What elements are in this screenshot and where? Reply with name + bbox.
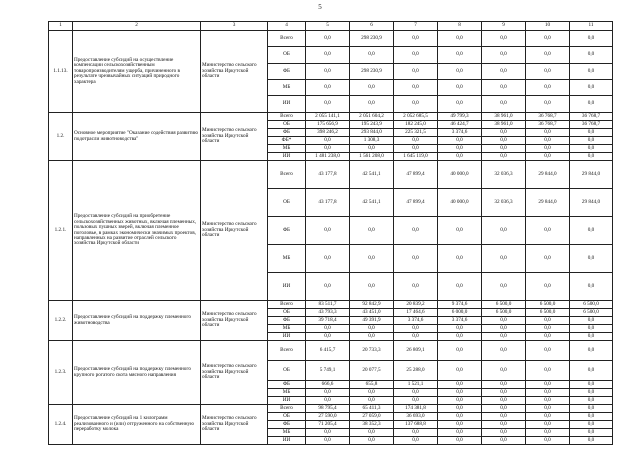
amount-cell: 137 688,8: [394, 421, 438, 429]
amount-cell: 0,0: [438, 153, 482, 161]
amount-cell: 20 733,3: [350, 341, 394, 361]
amount-cell: 39 718,4: [306, 317, 350, 325]
column-header-9: 9: [482, 22, 526, 31]
amount-cell: 0,0: [394, 273, 438, 301]
amount-cell: 0,0: [306, 96, 350, 113]
amount-cell: 0,0: [306, 333, 350, 341]
amount-cell: 0,0: [438, 31, 482, 47]
amount-cell: 0,0: [394, 333, 438, 341]
amount-cell: 0,0: [438, 245, 482, 273]
amount-cell: 1 645 119,0: [394, 153, 438, 161]
amount-cell: 0,0: [482, 317, 526, 325]
amount-cell: 0,0: [526, 47, 570, 64]
table-body: [49, 22, 613, 445]
amount-cell: 0,0: [394, 137, 438, 145]
amount-cell: 0,0: [306, 47, 350, 64]
amount-cell: 29 844,0: [570, 189, 613, 217]
funding-source: ОБ: [268, 413, 306, 421]
amount-cell: 6 500,0: [526, 301, 570, 309]
amount-cell: 0,0: [570, 389, 613, 397]
amount-cell: 298 230,9: [350, 31, 394, 47]
amount-cell: 36 768,7: [570, 113, 613, 121]
amount-cell: 0,0: [570, 153, 613, 161]
amount-cell: 38 961,0: [482, 113, 526, 121]
funding-source: МБ: [268, 429, 306, 437]
amount-cell: 0,0: [306, 429, 350, 437]
amount-cell: 0,0: [570, 64, 613, 80]
amount-cell: 0,0: [438, 429, 482, 437]
funding-source: ОБ: [268, 309, 306, 317]
table-row: [49, 31, 613, 47]
amount-cell: 3 374,6: [438, 317, 482, 325]
funding-source: ОБ: [268, 47, 306, 64]
amount-cell: 0,0: [526, 413, 570, 421]
amount-cell: 1 561 208,0: [350, 153, 394, 161]
amount-cell: 2 052 685,5: [394, 113, 438, 121]
amount-cell: 0,0: [526, 341, 570, 361]
amount-cell: 175 656,9: [306, 121, 350, 129]
amount-cell: 36 768,7: [526, 113, 570, 121]
amount-cell: 0,0: [306, 273, 350, 301]
funding-source: МБ: [268, 80, 306, 96]
funding-source: МБ: [268, 389, 306, 397]
amount-cell: 0,0: [438, 47, 482, 64]
funding-source: ФБ: [268, 217, 306, 245]
amount-cell: 40 000,0: [438, 189, 482, 217]
amount-cell: 0,0: [526, 153, 570, 161]
funding-source: МБ: [268, 245, 306, 273]
amount-cell: 6 500,0: [570, 301, 613, 309]
item-description: Предоставление субсидий на поддержку племенного крупного рогатого скота мясного направления: [73, 341, 201, 405]
amount-cell: 0,0: [570, 429, 613, 437]
amount-cell: 0,0: [438, 333, 482, 341]
amount-cell: 32 036,3: [482, 189, 526, 217]
funding-source: ФБ: [268, 381, 306, 389]
item-code: 1.2.3.: [49, 341, 73, 405]
amount-cell: 29 844,0: [526, 161, 570, 189]
amount-cell: 36 768,7: [570, 121, 613, 129]
amount-cell: 47 899,4: [394, 161, 438, 189]
item-description: Основное мероприятие "Оказание содействия развитию подотрасли животноводства": [73, 113, 201, 161]
funding-source: ИИ: [268, 437, 306, 445]
amount-cell: 0,0: [570, 31, 613, 47]
amount-cell: 0,0: [394, 145, 438, 153]
amount-cell: 0,0: [482, 413, 526, 421]
amount-cell: 0,0: [438, 421, 482, 429]
amount-cell: 6 500,0: [482, 309, 526, 317]
amount-cell: 0,0: [526, 273, 570, 301]
amount-cell: 0,0: [570, 96, 613, 113]
amount-cell: 398 246,2: [306, 129, 350, 137]
amount-cell: 298 230,9: [350, 64, 394, 80]
header-row: [49, 22, 613, 31]
amount-cell: 0,0: [438, 361, 482, 381]
item-executor: Министерство сельского хозяйства Иркутской области: [201, 161, 268, 301]
amount-cell: 0,0: [394, 397, 438, 405]
item-executor: Министерство сельского хозяйства Иркутской области: [201, 31, 268, 113]
amount-cell: 0,0: [350, 273, 394, 301]
item-code: 1.1.13.: [49, 31, 73, 113]
amount-cell: 0,0: [350, 333, 394, 341]
amount-cell: 47 899,4: [394, 189, 438, 217]
amount-cell: 0,0: [306, 389, 350, 397]
amount-cell: 0,0: [482, 429, 526, 437]
amount-cell: 0,0: [570, 317, 613, 325]
amount-cell: 0,0: [306, 437, 350, 445]
amount-cell: 0,0: [350, 389, 394, 397]
column-header-7: 7: [394, 22, 438, 31]
amount-cell: 71 205,4: [306, 421, 350, 429]
amount-cell: 0,0: [394, 96, 438, 113]
amount-cell: 1 521,1: [394, 381, 438, 389]
amount-cell: 0,0: [394, 64, 438, 80]
amount-cell: 1 308,3: [350, 137, 394, 145]
amount-cell: 25 288,0: [394, 361, 438, 381]
amount-cell: 0,0: [482, 389, 526, 397]
amount-cell: 293 844,0: [350, 129, 394, 137]
column-header-6: 6: [350, 22, 394, 31]
amount-cell: 0,0: [482, 405, 526, 413]
amount-cell: 29 844,0: [526, 189, 570, 217]
amount-cell: 98 795,4: [306, 405, 350, 413]
amount-cell: 27 590,0: [306, 413, 350, 421]
amount-cell: 0,0: [526, 80, 570, 96]
amount-cell: 0,0: [438, 64, 482, 80]
amount-cell: 26 809,1: [394, 341, 438, 361]
funding-source: Всего: [268, 301, 306, 309]
amount-cell: 0,0: [482, 325, 526, 333]
item-code: 1.2.2.: [49, 301, 73, 341]
amount-cell: 0,0: [482, 397, 526, 405]
amount-cell: 0,0: [526, 429, 570, 437]
amount-cell: 0,0: [438, 325, 482, 333]
column-header-4: 4: [268, 22, 306, 31]
amount-cell: 0,0: [438, 80, 482, 96]
amount-cell: 0,0: [570, 80, 613, 96]
amount-cell: 182 245,0: [394, 121, 438, 129]
amount-cell: 0,0: [394, 217, 438, 245]
amount-cell: 17 464,6: [394, 309, 438, 317]
funding-source: Всего: [268, 161, 306, 189]
item-executor: Министерство сельского хозяйства Иркутской области: [201, 405, 268, 445]
amount-cell: 0,0: [482, 273, 526, 301]
amount-cell: 0,0: [526, 317, 570, 325]
amount-cell: 40 000,0: [438, 161, 482, 189]
column-header-2: 2: [73, 22, 201, 31]
amount-cell: 0,0: [306, 325, 350, 333]
amount-cell: 43 177,8: [306, 161, 350, 189]
funding-source: ИИ: [268, 333, 306, 341]
column-header-3: 3: [201, 22, 268, 31]
amount-cell: 0,0: [526, 64, 570, 80]
amount-cell: 0,0: [350, 429, 394, 437]
amount-cell: 9 374,6: [438, 301, 482, 309]
amount-cell: 0,0: [482, 80, 526, 96]
amount-cell: 0,0: [350, 145, 394, 153]
amount-cell: 0,0: [526, 397, 570, 405]
item-code: 1.2.1.: [49, 161, 73, 301]
amount-cell: 0,0: [482, 245, 526, 273]
amount-cell: 0,0: [570, 245, 613, 273]
amount-cell: 0,0: [438, 96, 482, 113]
amount-cell: 3 374,6: [438, 129, 482, 137]
amount-cell: 0,0: [438, 405, 482, 413]
amount-cell: 0,0: [526, 361, 570, 381]
amount-cell: 0,0: [570, 421, 613, 429]
amount-cell: 43 451,0: [350, 309, 394, 317]
column-header-11: 11: [570, 22, 613, 31]
amount-cell: 0,0: [482, 437, 526, 445]
amount-cell: 0,0: [438, 397, 482, 405]
amount-cell: 0,0: [350, 397, 394, 405]
amount-cell: 0,0: [526, 389, 570, 397]
amount-cell: 666,6: [306, 381, 350, 389]
funding-source: ИИ: [268, 153, 306, 161]
amount-cell: 0,0: [482, 361, 526, 381]
amount-cell: 0,0: [438, 145, 482, 153]
amount-cell: 0,0: [394, 325, 438, 333]
amount-cell: 0,0: [394, 389, 438, 397]
amount-cell: 0,0: [570, 47, 613, 64]
funding-source: Всего: [268, 113, 306, 121]
funding-source: ФБ: [268, 64, 306, 80]
amount-cell: 0,0: [394, 47, 438, 64]
amount-cell: 38 961,0: [482, 121, 526, 129]
funding-source: Всего: [268, 341, 306, 361]
funding-source: Всего: [268, 31, 306, 47]
funding-source: ИИ: [268, 96, 306, 113]
amount-cell: 38 352,3: [350, 421, 394, 429]
amount-cell: 0,0: [570, 325, 613, 333]
item-description: Предоставление субсидий на поддержку племенного животноводства: [73, 301, 201, 341]
item-description: Предоставление субсидий на осуществление компенсации сельскохозяйственным товаропроизводителям ущерба, причиненного в результате чрезвычайных ситуаций природного характера: [73, 31, 201, 113]
amount-cell: 0,0: [482, 145, 526, 153]
amount-cell: 0,0: [350, 96, 394, 113]
amount-cell: 42 541,1: [350, 161, 394, 189]
amount-cell: 49 391,9: [350, 317, 394, 325]
amount-cell: 655,8: [350, 381, 394, 389]
amount-cell: 0,0: [438, 381, 482, 389]
amount-cell: 6 000,0: [438, 309, 482, 317]
amount-cell: 0,0: [482, 96, 526, 113]
column-header-5: 5: [306, 22, 350, 31]
amount-cell: 0,0: [350, 245, 394, 273]
amount-cell: 0,0: [482, 137, 526, 145]
funding-source: ФБ*: [268, 137, 306, 145]
item-code: 1.2.4.: [49, 405, 73, 445]
amount-cell: 92 842,9: [350, 301, 394, 309]
funding-source: ОБ: [268, 121, 306, 129]
amount-cell: 0,0: [570, 129, 613, 137]
funding-source: ФБ: [268, 421, 306, 429]
item-executor: Министерство сельского хозяйства Иркутской области: [201, 113, 268, 161]
amount-cell: 0,0: [482, 31, 526, 47]
amount-cell: 0,0: [350, 47, 394, 64]
amount-cell: 0,0: [482, 421, 526, 429]
amount-cell: 0,0: [394, 245, 438, 273]
amount-cell: 27 059,0: [350, 413, 394, 421]
amount-cell: 0,0: [394, 80, 438, 96]
amount-cell: 0,0: [438, 413, 482, 421]
table-row: [49, 405, 613, 413]
amount-cell: 0,0: [438, 437, 482, 445]
funding-source: МБ: [268, 325, 306, 333]
amount-cell: 0,0: [570, 405, 613, 413]
table-row: [49, 161, 613, 189]
item-code: 1.2.: [49, 113, 73, 161]
column-header-1: 1: [49, 22, 73, 31]
amount-cell: 0,0: [570, 341, 613, 361]
amount-cell: 0,0: [482, 341, 526, 361]
amount-cell: 0,0: [482, 64, 526, 80]
amount-cell: 36 768,7: [526, 121, 570, 129]
funding-source: ИИ: [268, 273, 306, 301]
amount-cell: 0,0: [306, 137, 350, 145]
budget-table: [48, 21, 613, 445]
amount-cell: 0,0: [438, 217, 482, 245]
amount-cell: 29 844,0: [570, 161, 613, 189]
amount-cell: 0,0: [350, 437, 394, 445]
amount-cell: 0,0: [570, 273, 613, 301]
amount-cell: 0,0: [350, 217, 394, 245]
amount-cell: 42 541,1: [350, 189, 394, 217]
amount-cell: 0,0: [526, 31, 570, 47]
amount-cell: 0,0: [526, 405, 570, 413]
amount-cell: 225 321,5: [394, 129, 438, 137]
amount-cell: 0,0: [438, 341, 482, 361]
funding-source: ОБ: [268, 361, 306, 381]
table-row: [49, 341, 613, 361]
amount-cell: 0,0: [482, 129, 526, 137]
amount-cell: 0,0: [482, 333, 526, 341]
amount-cell: 0,0: [438, 389, 482, 397]
amount-cell: 174 381,8: [394, 405, 438, 413]
amount-cell: 20 077,5: [350, 361, 394, 381]
amount-cell: 0,0: [526, 245, 570, 273]
column-header-8: 8: [438, 22, 482, 31]
amount-cell: 6 500,0: [482, 301, 526, 309]
amount-cell: 0,0: [350, 325, 394, 333]
table-row: [49, 301, 613, 309]
amount-cell: 6 500,0: [526, 309, 570, 317]
amount-cell: 0,0: [482, 47, 526, 64]
amount-cell: 0,0: [570, 333, 613, 341]
amount-cell: 0,0: [526, 217, 570, 245]
page-number: 5: [318, 3, 322, 11]
item-description: Предоставление субсидий на 1 килограмм реализованного и (или) отгруженного на собственную переработку молока: [73, 405, 201, 445]
amount-cell: 0,0: [482, 381, 526, 389]
amount-cell: 0,0: [570, 217, 613, 245]
amount-cell: 43 177,8: [306, 189, 350, 217]
amount-cell: 43 793,3: [306, 309, 350, 317]
amount-cell: 0,0: [306, 145, 350, 153]
amount-cell: 6 415,7: [306, 341, 350, 361]
amount-cell: 0,0: [306, 397, 350, 405]
amount-cell: 0,0: [526, 333, 570, 341]
amount-cell: 46 424,7: [438, 121, 482, 129]
amount-cell: 0,0: [438, 273, 482, 301]
amount-cell: 0,0: [306, 217, 350, 245]
amount-cell: 0,0: [306, 245, 350, 273]
amount-cell: 0,0: [482, 153, 526, 161]
amount-cell: 0,0: [526, 437, 570, 445]
amount-cell: 2 055 141,1: [306, 113, 350, 121]
amount-cell: 195 243,9: [350, 121, 394, 129]
amount-cell: 0,0: [526, 96, 570, 113]
funding-source: МБ: [268, 145, 306, 153]
amount-cell: 5 749,1: [306, 361, 350, 381]
amount-cell: 0,0: [570, 413, 613, 421]
amount-cell: 0,0: [438, 137, 482, 145]
item-description: Предоставление субсидий на приобретение сельскохозяйственных животных, включая племенных, пользовых пушных зверей, включая племенное поголовье, в рамках экономически значимых проектов, направленных на развитие отраслей сельского хозяйства Иркутской области: [73, 161, 201, 301]
amount-cell: 0,0: [570, 361, 613, 381]
amount-cell: 0,0: [526, 129, 570, 137]
funding-source: ФБ: [268, 317, 306, 325]
amount-cell: 0,0: [482, 217, 526, 245]
column-header-10: 10: [526, 22, 570, 31]
amount-cell: 0,0: [570, 437, 613, 445]
amount-cell: 65 411,3: [350, 405, 394, 413]
amount-cell: 0,0: [394, 31, 438, 47]
item-executor: Министерство сельского хозяйства Иркутской области: [201, 341, 268, 405]
amount-cell: 0,0: [306, 80, 350, 96]
amount-cell: 0,0: [306, 31, 350, 47]
amount-cell: 3 374,6: [394, 317, 438, 325]
amount-cell: 0,0: [526, 325, 570, 333]
amount-cell: 0,0: [350, 80, 394, 96]
amount-cell: 0,0: [570, 381, 613, 389]
funding-source: ФБ: [268, 129, 306, 137]
amount-cell: 0,0: [526, 145, 570, 153]
amount-cell: 83 511,7: [306, 301, 350, 309]
amount-cell: 0,0: [394, 437, 438, 445]
amount-cell: 20 839,2: [394, 301, 438, 309]
amount-cell: 0,0: [570, 397, 613, 405]
table-row: [49, 113, 613, 121]
amount-cell: 36 693,0: [394, 413, 438, 421]
amount-cell: 0,0: [526, 421, 570, 429]
amount-cell: 2 051 604,2: [350, 113, 394, 121]
funding-source: ИИ: [268, 397, 306, 405]
amount-cell: 32 036,3: [482, 161, 526, 189]
amount-cell: 6 500,0: [570, 309, 613, 317]
funding-source: ОБ: [268, 189, 306, 217]
amount-cell: 49 799,3: [438, 113, 482, 121]
item-executor: Министерство сельского хозяйства Иркутской области: [201, 301, 268, 341]
amount-cell: 0,0: [526, 381, 570, 389]
amount-cell: 0,0: [526, 137, 570, 145]
amount-cell: 0,0: [306, 64, 350, 80]
funding-source: Всего: [268, 405, 306, 413]
amount-cell: 0,0: [570, 137, 613, 145]
amount-cell: 1 481 238,0: [306, 153, 350, 161]
amount-cell: 0,0: [570, 145, 613, 153]
amount-cell: 0,0: [394, 429, 438, 437]
